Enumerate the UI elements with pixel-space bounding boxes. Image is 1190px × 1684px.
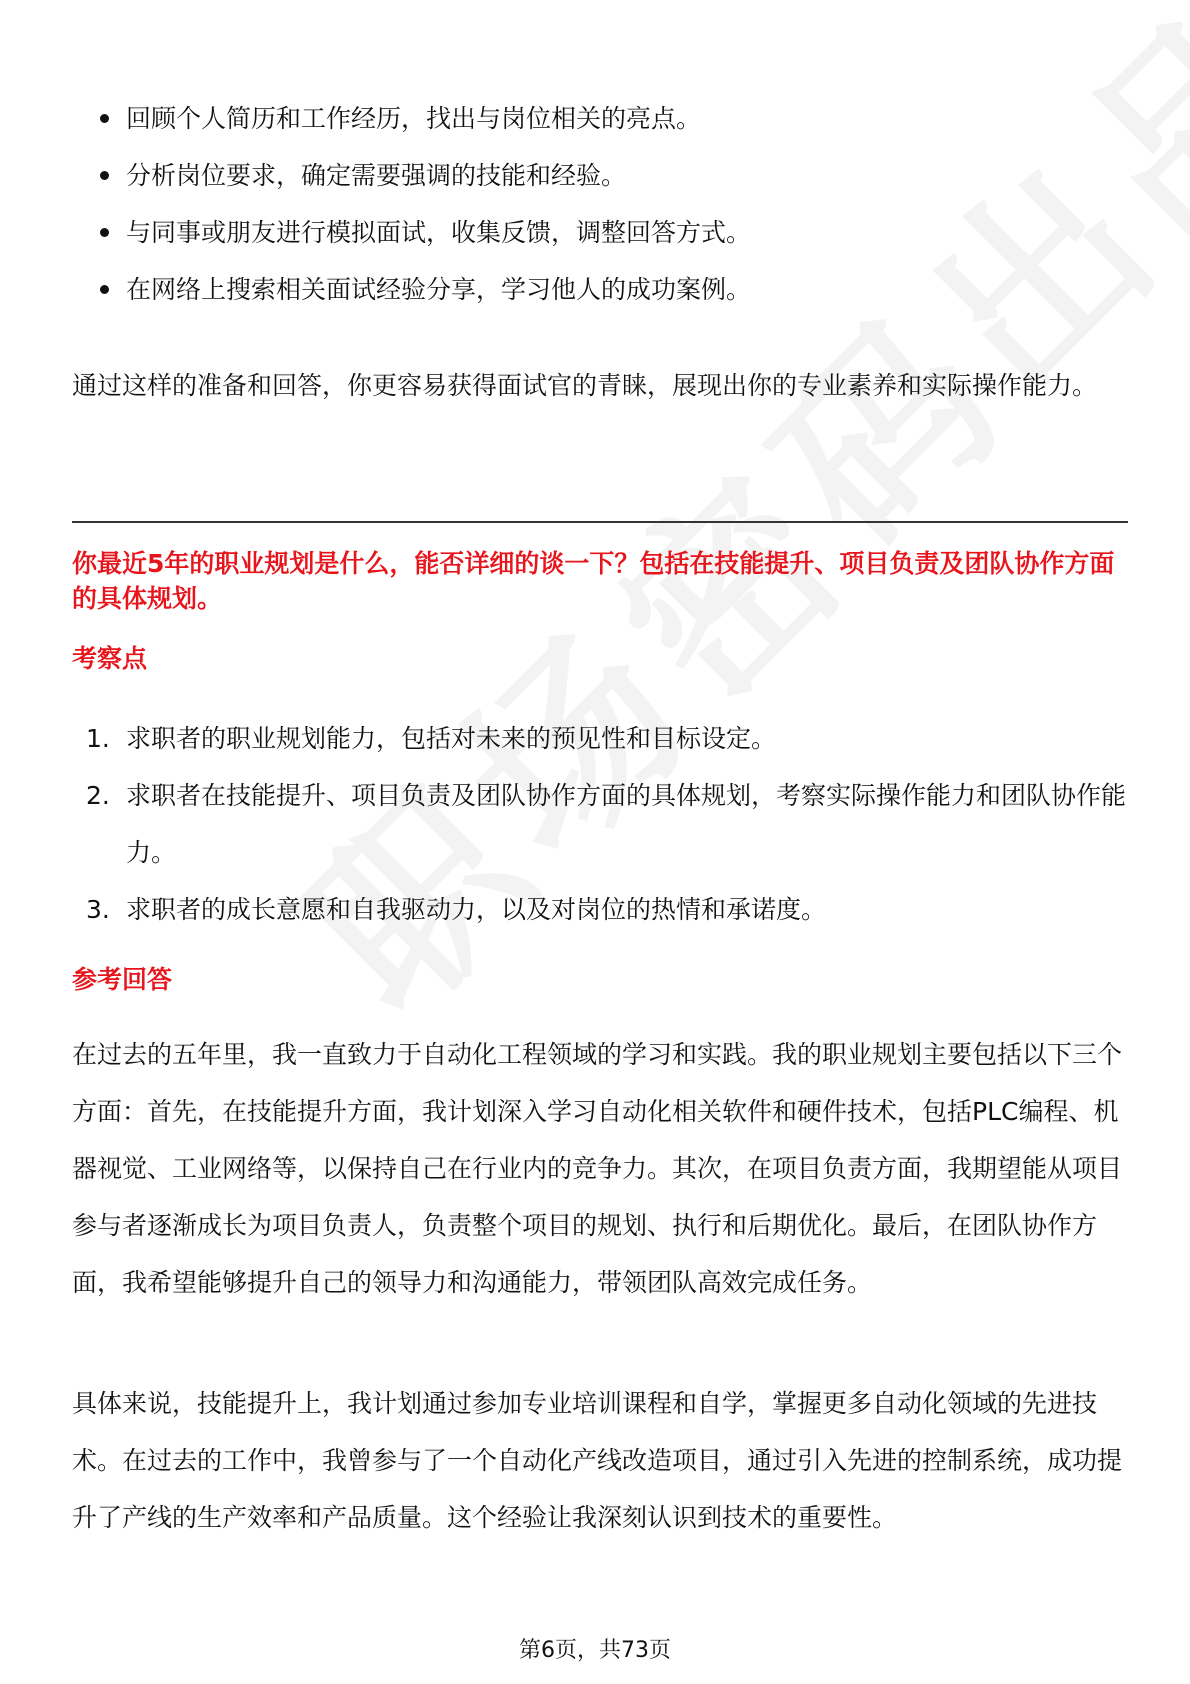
section-divider — [72, 521, 1128, 523]
list-item-number: 1. — [86, 724, 110, 753]
answer-paragraph: 在过去的五年里，我一直致力于自动化工程领域的学习和实践。我的职业规划主要包括以下三个方面：首先，在技能提升方面，我计划深入学习自动化相关软件和硬件技术，包括PLC编程、机器视觉、工业网络等，以保持自己在行业内的竞争力。其次，在项目负责方面，我期望能从项目参与者逐渐成长为项目负责人，负责整个项目的规划、执行和后期优化。最后，在团队协作方面，我希望能够提升自己的领导力和沟通能力，带领团队高效完成任务。 — [72, 1040, 1123, 1297]
list-item — [72, 157, 1128, 214]
list-item-text: 求职者的职业规划能力，包括对未来的预见性和目标设定。 — [126, 724, 777, 753]
list-item-number: 3. — [86, 895, 110, 924]
list-item-text: 分析岗位要求，确定需要强调的技能和经验。 — [126, 161, 627, 190]
list-item — [72, 767, 1128, 881]
document-page — [72, 0, 1128, 1684]
bullet-dot-icon — [100, 171, 109, 180]
list-item — [72, 881, 1128, 938]
considerations-heading: 考察点 — [72, 644, 148, 673]
list-item-text: 求职者的成长意愿和自我驱动力，以及对岗位的热情和承诺度。 — [126, 895, 827, 924]
page-number: 第6页，共73页 — [519, 1638, 671, 1663]
list-item — [72, 214, 1128, 271]
list-item-text: 在网络上搜索相关面试经验分享，学习他人的成功案例。 — [126, 275, 752, 304]
list-item-number: 2. — [86, 781, 110, 810]
reference-answer-heading: 参考回答 — [72, 965, 173, 994]
preparation-bullet-list — [72, 100, 1128, 328]
answer-paragraph: 具体来说，技能提升上，我计划通过参加专业培训课程和自学，掌握更多自动化领域的先进技术。在过去的工作中，我曾参与了一个自动化产线改造项目，通过引入先进的控制系统，成功提升了产线的生产效率和产品质量。这个经验让我深刻认识到技术的重要性。 — [72, 1389, 1123, 1532]
summary-paragraph: 通过这样的准备和回答，你更容易获得面试官的青睐，展现出你的专业素养和实际操作能力。 — [72, 371, 1098, 400]
list-item-text: 与同事或朋友进行模拟面试，收集反馈，调整回答方式。 — [126, 218, 752, 247]
bullet-dot-icon — [100, 114, 109, 123]
bullet-dot-icon — [100, 285, 109, 294]
list-item-text: 回顾个人简历和工作经历，找出与岗位相关的亮点。 — [126, 104, 702, 133]
list-item — [72, 100, 1128, 157]
list-item — [72, 271, 1128, 328]
bullet-dot-icon — [100, 228, 109, 237]
list-item — [72, 710, 1128, 767]
considerations-list — [72, 710, 1128, 938]
interview-question: 你最近5年的职业规划是什么，能否详细的谈一下？包括在技能提升、项目负责及团队协作方面的具体规划。 — [72, 549, 1115, 613]
list-item-text: 求职者在技能提升、项目负责及团队协作方面的具体规划，考察实际操作能力和团队协作能力。 — [126, 781, 1127, 867]
